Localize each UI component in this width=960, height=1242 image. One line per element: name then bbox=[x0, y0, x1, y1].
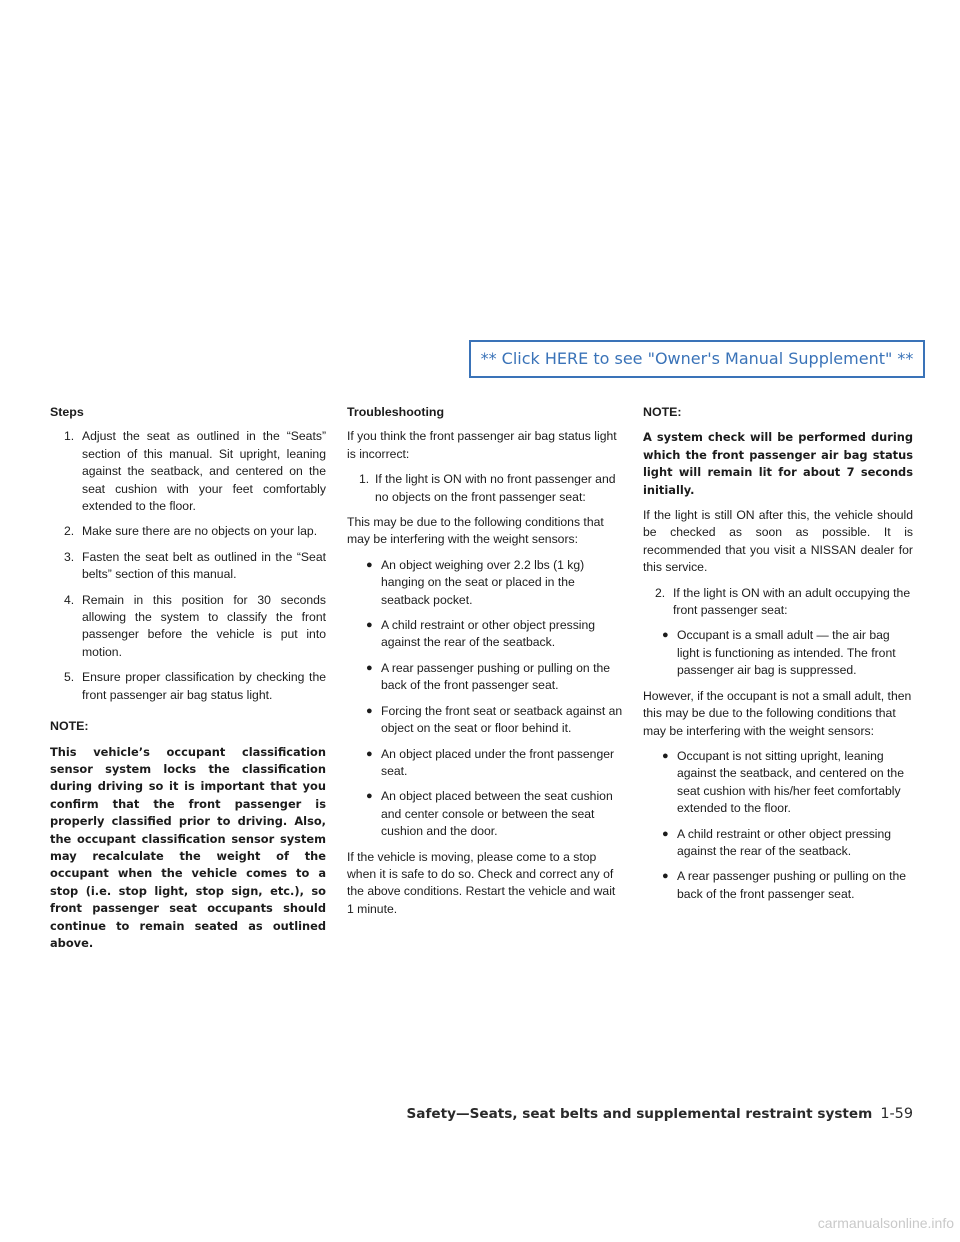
bullet-icon: ● bbox=[662, 629, 669, 642]
bullet-icon: ● bbox=[366, 704, 373, 717]
bullet-text: Occupant is not sitting upright, leaning against the seatback, and centered on the seat cushion with his/her feet comfortably extended to the floor. bbox=[677, 748, 904, 816]
step-number: 5. bbox=[64, 670, 75, 685]
column-troubleshooting bbox=[347, 404, 623, 926]
item-text: If the light is ON with an adult occupying the front passenger seat: bbox=[673, 585, 911, 618]
bullet-text: An object placed under the front passenger seat. bbox=[381, 746, 615, 778]
owners-manual-supplement-link[interactable]: ** Click HERE to see "Owner's Manual Supplement" ** bbox=[469, 340, 925, 378]
step-text: Fasten the seat belt as outlined in the “Seat belts” section of this manual. bbox=[82, 549, 326, 582]
column-steps bbox=[50, 404, 326, 960]
step-number: 1. bbox=[64, 429, 75, 444]
condition-bullet bbox=[643, 748, 913, 818]
classification-note: This vehicle’s occupant classification sensor system locks the classification during driving so it is important that you confirm that the front passenger is properly classified prior to driving. Also, the occupant classification sensor system may recalculate the weight of the occupant when the vehicle comes to a stop (i.e. stop light, stop sign, etc.), so front passenger seat occupants should continue to remain seated as outlined above. bbox=[50, 744, 326, 950]
dealer-paragraph: If the light is still ON after this, the vehicle should be checked as soon as possible. It is recommended that you visit a NISSAN dealer for this service. bbox=[643, 508, 913, 575]
page-number: 1-59 bbox=[880, 1106, 913, 1122]
step-number: 3. bbox=[64, 549, 75, 564]
note-heading: NOTE: bbox=[643, 405, 682, 419]
step-text: Ensure proper classification by checking the front passenger air bag status light. bbox=[82, 670, 326, 702]
step-text: Remain in this position for 30 seconds allowing the system to classify the front passenger before the vehicle is put into motion. bbox=[82, 592, 326, 659]
bullet-icon: ● bbox=[366, 619, 373, 632]
bullet-icon: ● bbox=[662, 870, 669, 883]
system-check-note: A system check will be performed during which the front passenger air bag status light will remain lit for about 7 seconds initially. bbox=[643, 430, 913, 497]
step-item bbox=[50, 428, 326, 515]
condition-bullet bbox=[643, 868, 913, 903]
watermark: carmanualsonline.info bbox=[817, 1215, 954, 1231]
condition-bullet bbox=[347, 660, 623, 695]
bullet-icon: ● bbox=[366, 558, 373, 571]
conditions-paragraph: However, if the occupant is not a small adult, then this may be due to the following conditions that may be interfering with the weight sensors: bbox=[643, 688, 912, 738]
bullet-text: A child restraint or other object pressing against the rear of the seatback. bbox=[381, 618, 596, 650]
step-text: Make sure there are no objects on your lap. bbox=[82, 524, 318, 539]
bullet-text: A rear passenger pushing or pulling on the back of the front passenger seat. bbox=[381, 660, 611, 693]
step-item bbox=[50, 523, 326, 540]
item-number: 2. bbox=[655, 585, 666, 600]
step-item bbox=[50, 669, 326, 704]
bullet-text: Occupant is a small adult — the air bag light is functioning as intended. The front passenger air bag is suppressed. bbox=[677, 628, 896, 678]
step-item bbox=[50, 592, 326, 662]
bullet-text: An object placed between the seat cushion and center console or between the seat cushion and the door. bbox=[381, 789, 613, 839]
steps-heading: Steps bbox=[50, 405, 84, 419]
troubleshooting-item bbox=[347, 471, 623, 506]
bullet-icon: ● bbox=[366, 790, 373, 803]
item-text: If the light is ON with no front passenger and no objects on the front passenger seat: bbox=[375, 472, 616, 504]
step-number: 4. bbox=[64, 592, 75, 607]
condition-bullet bbox=[347, 703, 623, 738]
troubleshooting-intro: If you think the front passenger air bag status light is incorrect: bbox=[347, 429, 617, 461]
step-number: 2. bbox=[64, 524, 75, 539]
bullet-text: An object weighing over 2.2 lbs (1 kg) hanging on the seat or placed in the seatback pocket. bbox=[381, 557, 585, 607]
troubleshooting-heading: Troubleshooting bbox=[347, 405, 445, 419]
closing-paragraph: If the vehicle is moving, please come to a stop when it is safe to do so. Check and correct any of the above conditions. Restart the vehicle and wait 1 minute. bbox=[347, 849, 616, 916]
item-number: 1. bbox=[359, 472, 370, 487]
bullet-text: Forcing the front seat or seatback against an object on the seat or floor behind it. bbox=[381, 703, 623, 736]
condition-bullet bbox=[347, 746, 623, 781]
bullet-icon: ● bbox=[662, 827, 669, 840]
bullet-text: A child restraint or other object pressing against the rear of the seatback. bbox=[677, 826, 892, 858]
note-heading: NOTE: bbox=[50, 719, 89, 734]
bullet-icon: ● bbox=[366, 661, 373, 674]
bullet-icon: ● bbox=[662, 749, 669, 762]
bullet-icon: ● bbox=[366, 747, 373, 760]
troubleshooting-item bbox=[643, 585, 913, 620]
step-text: Adjust the seat as outlined in the “Seats” section of this manual. Sit upright, leaning against the seatback, and centered on the seat cushion with your feet comfortably extended to the floor. bbox=[82, 429, 326, 514]
section-title: Safety—Seats, seat belts and supplemental restraint system bbox=[406, 1106, 873, 1122]
condition-bullet bbox=[347, 788, 623, 840]
conditions-intro: This may be due to the following conditions that may be interfering with the weight sensors: bbox=[347, 515, 604, 547]
condition-bullet bbox=[347, 557, 623, 609]
page-footer bbox=[0, 1105, 913, 1123]
condition-bullet bbox=[347, 617, 623, 652]
condition-bullet bbox=[643, 627, 913, 679]
bullet-text: A rear passenger pushing or pulling on the back of the front passenger seat. bbox=[677, 869, 907, 901]
column-note bbox=[643, 404, 913, 911]
step-item bbox=[50, 549, 326, 584]
condition-bullet bbox=[643, 826, 913, 861]
